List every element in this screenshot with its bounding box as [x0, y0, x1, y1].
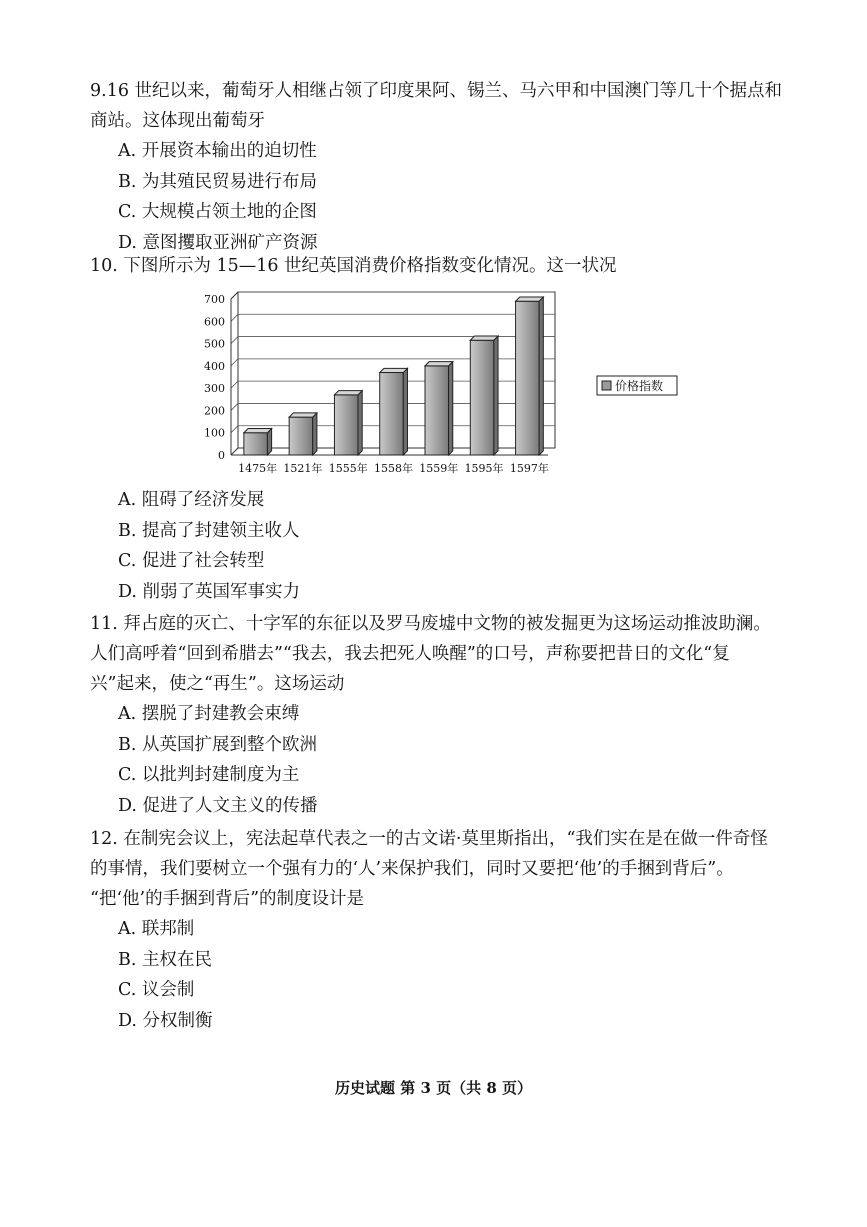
question-9-option-c: C. 大规模占领土地的企图 [118, 202, 317, 222]
question-10-option-b: B. 提高了封建领主收人 [118, 520, 300, 541]
question-10 [90, 251, 810, 281]
bar-side [494, 336, 498, 455]
bar-side [449, 362, 453, 455]
bar-side [403, 368, 407, 455]
axis-depth-line [231, 448, 238, 455]
bar-front [380, 373, 404, 455]
axis-depth-line [231, 292, 238, 299]
bar-top [244, 429, 272, 433]
bar-front [425, 366, 449, 455]
bar-front [516, 301, 540, 455]
legend-swatch [602, 381, 611, 390]
question-10-option-c: C. 促进了社会转型 [118, 551, 265, 571]
gridline-depth [231, 337, 238, 344]
bar-top [380, 368, 408, 372]
y-tick-label: 300 [204, 382, 225, 396]
question-12-option-b: B. 主权在民 [118, 949, 212, 970]
y-tick-label: 600 [204, 315, 225, 329]
bar-front [470, 340, 494, 455]
bar-side [358, 391, 362, 455]
bar-top [516, 297, 544, 301]
bar-side [539, 297, 543, 455]
page-footer: 历史试题 第 3 页（共 8 页） [335, 1079, 532, 1097]
question-9 [90, 76, 810, 258]
question-12-option-a: A. 联邦制 [118, 919, 195, 939]
x-tick-label: 1521年 [283, 462, 323, 475]
y-tick-label: 100 [204, 426, 225, 440]
question-12-option-d: D. 分权制衡 [118, 1010, 213, 1031]
question-9-stem: 9.16 世纪以来，葡萄牙人相继占领了印度果阿、锡兰、马六甲和中国澳门等几十个据点和 商站。这体现出葡萄牙 [90, 81, 783, 131]
bar-front [289, 417, 313, 455]
x-tick-label: 1595年 [464, 462, 504, 475]
question-10-option-d: D. 削弱了英国军事实力 [118, 581, 301, 602]
question-11-option-c: C. 以批判封建制度为主 [118, 765, 300, 785]
gridline-depth [231, 426, 238, 433]
bar-front [244, 433, 268, 455]
x-tick-label: 1559年 [419, 462, 459, 475]
y-tick-label: 700 [204, 293, 225, 306]
question-10-option-a: A. 阻碍了经济发展 [118, 490, 265, 510]
y-tick-label: 200 [204, 404, 225, 418]
question-9-option-d: D. 意图攫取亚洲矿产资源 [118, 232, 318, 253]
question-10-options [90, 485, 810, 607]
gridline-depth [231, 381, 238, 388]
question-9-option-b: B. 为其殖民贸易进行布局 [118, 171, 317, 192]
question-12-option-c: C. 议会制 [118, 980, 195, 1000]
question-11 [90, 609, 810, 821]
question-9-option-a: A. 开展资本输出的迫切性 [118, 141, 317, 161]
bar-top [289, 413, 317, 417]
question-11-option-b: B. 从英国扩展到整个欧洲 [118, 734, 317, 755]
x-tick-label: 1475年 [238, 462, 278, 475]
question-11-stem: 11. 拜占庭的灭亡、十字军的东征以及罗马废墟中文物的被发掘更为这场运动推波助澜。 人们高呼着“回到希腊去”“我去，我去把死人唤醒”的口号，声称要把昔日的文化“复 兴”起来，使之“再生”。这场运动 [90, 614, 771, 694]
bar-front [334, 395, 358, 455]
question-11-option-d: D. 促进了人文主义的传播 [118, 795, 318, 816]
gridline-depth [231, 359, 238, 366]
bar-top [334, 391, 362, 395]
question-10-stem: 10. 下图所示为 15—16 世纪英国消费价格指数变化情况。这一状况 [90, 256, 617, 276]
bar-top [425, 362, 453, 366]
question-12 [90, 824, 810, 1036]
y-tick-label: 0 [218, 449, 225, 462]
question-12-stem: 12. 在制宪会议上，宪法起草代表之一的古文诺·莫里斯指出，“我们实在是在做一件奇怪 的事情，我们要树立一个强有力的‘人’来保护我们，同时又要把‘他’的手捆到背后”。 “把‘他’的手捆到背后”的制度设计是 [90, 829, 768, 909]
x-tick-label: 1597年 [509, 462, 549, 475]
price-index-chart [195, 289, 695, 479]
legend-label: 价格指数 [615, 379, 664, 393]
chart-legend [597, 376, 677, 395]
question-11-option-a: A. 摆脱了封建教会束缚 [118, 704, 300, 724]
y-tick-label: 500 [204, 337, 225, 351]
x-tick-label: 1555年 [328, 462, 368, 475]
x-tick-label: 1558年 [374, 462, 413, 475]
bar-top [470, 336, 498, 340]
gridline-depth [231, 403, 238, 410]
y-tick-label: 400 [204, 359, 225, 373]
bar-side [313, 413, 317, 455]
gridline-depth [231, 314, 238, 321]
